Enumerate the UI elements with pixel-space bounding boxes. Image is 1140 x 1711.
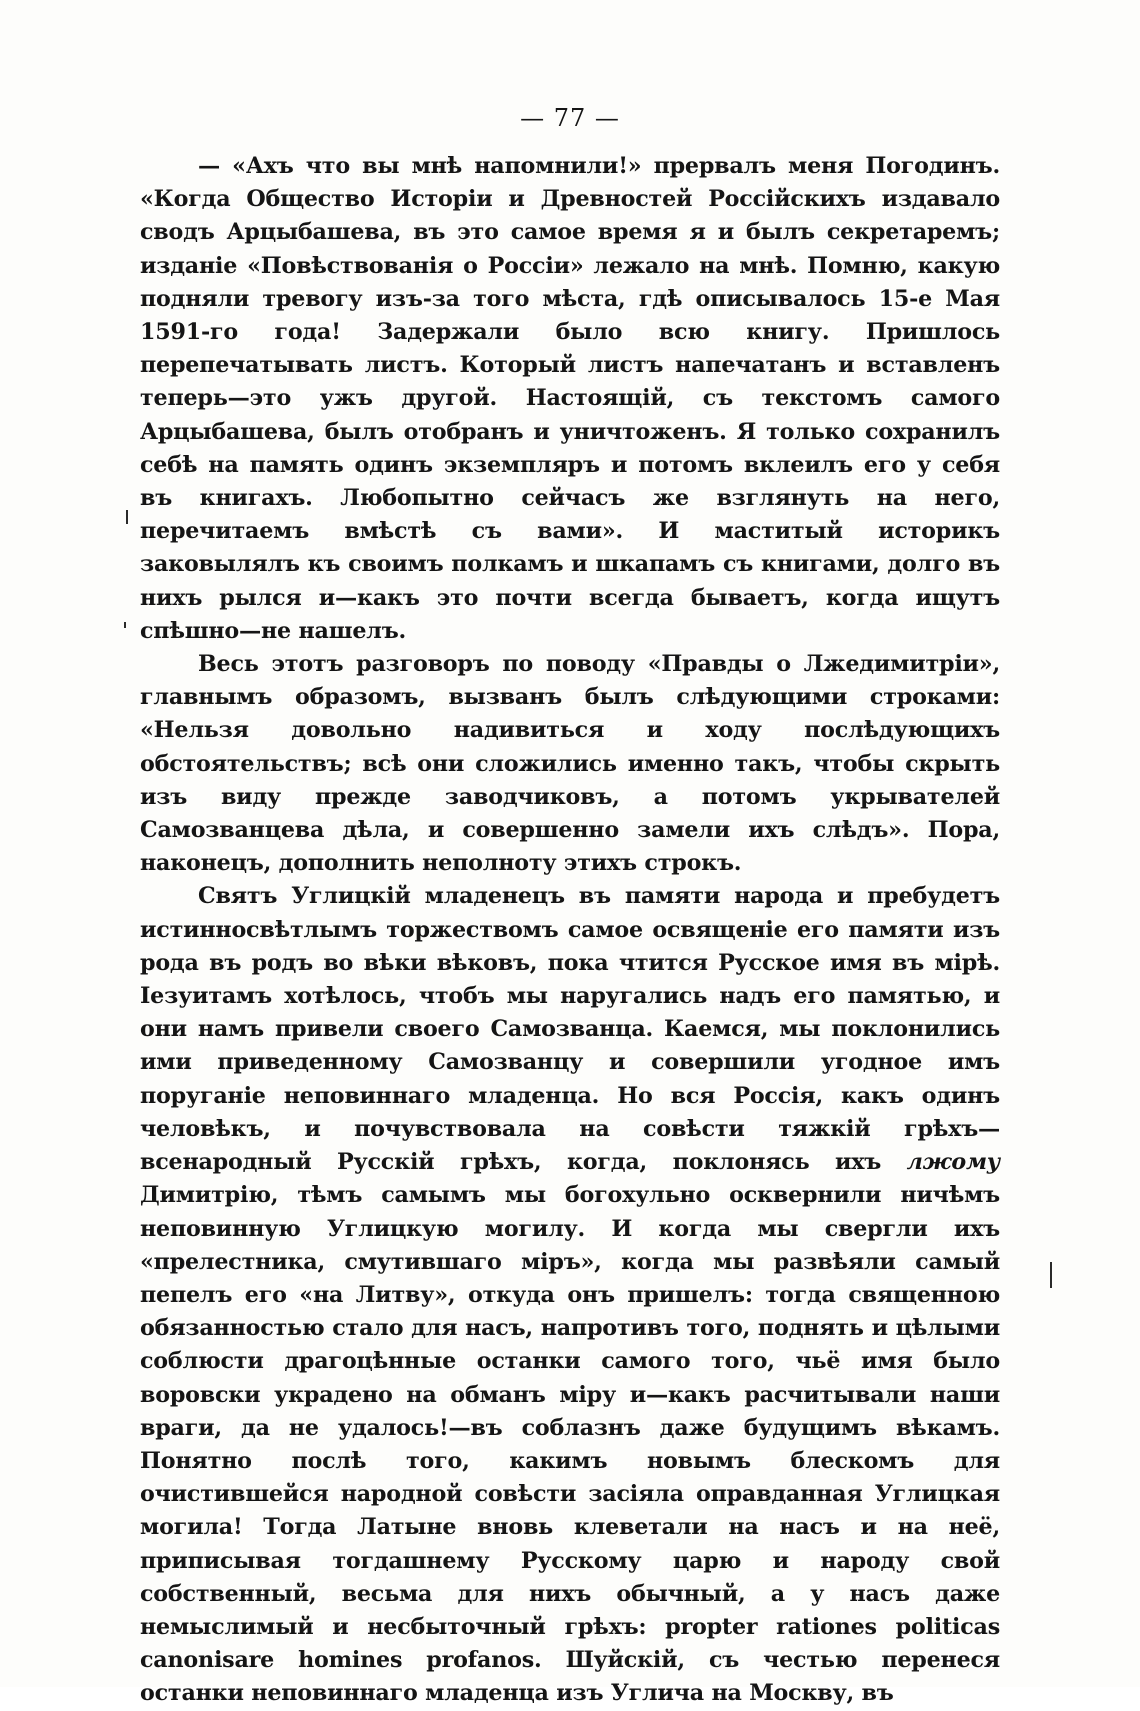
paragraph-2 — [140, 648, 1000, 880]
left-margin-mark-1 — [126, 510, 128, 524]
paragraph-1-text: — «Ахъ что вы мнѣ напомнили!» прервалъ меня Погодинъ. «Когда Общество Исторіи и Древностей Россійскихъ издавало сводъ Арцыбашева, въ это самое время я и былъ секретаремъ; изданіе «Повѣствованія о Россіи» лежало на мнѣ. Помню, какую подняли тревогу изъ-за того мѣста, гдѣ описывалось 15-е Мая 1591-го года! Задержали было всю книгу. Пришлось перепечатывать листъ. Который листъ напечатанъ и вставленъ теперь—это ужъ другой. Настоящій, съ текстомъ самого Арцыбашева, былъ отобранъ и уничтоженъ. Я только сохранилъ себѣ на память одинъ экземпляръ и потомъ вклеилъ его у себя въ книгахъ. Любопытно сейчасъ же взглянуть на него, перечитаемъ вмѣстѣ съ вами». И маститый историкъ заковылялъ къ своимъ полкамъ и шкапамъ съ книгами, долго въ нихъ рылся и—какъ это почти всегда бываетъ, когда ищутъ спѣшно—не нашелъ. — [140, 153, 1000, 644]
right-margin-mark — [1050, 1262, 1052, 1288]
paragraph-2-text: Весь этотъ разговоръ по поводу «Правды о Лжедимитріи», главнымъ образомъ, вызванъ былъ слѣдующими строками: «Нельзя довольно надивиться и ходу послѣдующихъ обстоятельствъ; всѣ они сложились именно такъ, чтобы скрыть изъ виду прежде заводчиковъ, а потомъ укрывателей Самозванцева дѣла, и совершенно замели ихъ слѣдъ». Пора, наконецъ, дополнить неполноту этихъ строкъ. — [140, 651, 1000, 877]
paragraph-3-text-b: Димитрію, тѣмъ самымъ мы богохульно осквернили ничѣмъ неповинную Углицкую могилу. И когда мы свергли ихъ «прелестника, смутившаго міръ», когда мы развѣяли самый пепелъ его «на Литву», откуда онъ пришелъ: тогда священною обязанностью стало для насъ, напротивъ того, поднять и цѣлыми соблюсти драгоцѣнные останки самого того, чьё имя было воровски украдено на обманъ міру и—какъ расчитывали наши враги, да не удалось!—въ соблазнъ даже будущимъ вѣкамъ. Понятно послѣ того, какимъ новымъ блескомъ для очистившейся народной совѣсти засіяла оправданная Углицкая могила! Тогда Латыне вновь клеветали на насъ и на неё, приписывая тогдашнему Русскому царю и народу свой собственный, весьма для нихъ обычный, а у насъ даже немыслимый и несбыточный грѣхъ: propter rationes politicas canonisare homines profanos. Шуйскій, съ честью перенеся останки неповиннаго младенца изъ Углича на Москву, въ — [140, 1182, 1000, 1707]
page-number: — 77 — — [520, 104, 620, 132]
body-text — [140, 150, 1000, 1711]
paragraph-3-italic-word: лжому — [906, 1149, 1000, 1176]
paragraph-1 — [140, 150, 1000, 648]
left-margin-mark-2 — [124, 622, 126, 628]
paragraph-3-text-a: Святъ Углицкій младенецъ въ памяти народа и пребудетъ истинносвѣтлымъ торжествомъ самое освященіе его памяти изъ рода въ родъ во вѣки вѣковъ, пока чтится Русское имя въ мірѣ. Іезуитамъ хотѣлось, чтобъ мы наругались надъ его памятью, и они намъ привели своего Самозванца. Каемся, мы поклонились ими приведенному Самозванцу и совершили угодное имъ поруганіе неповиннаго младенца. Но вся Россія, какъ одинъ человѣкъ, и почувствовала на совѣсти тяжкій грѣхъ—всенародный Русскій грѣхъ, когда, поклонясь ихъ — [140, 883, 1000, 1176]
paragraph-3 — [140, 880, 1000, 1710]
